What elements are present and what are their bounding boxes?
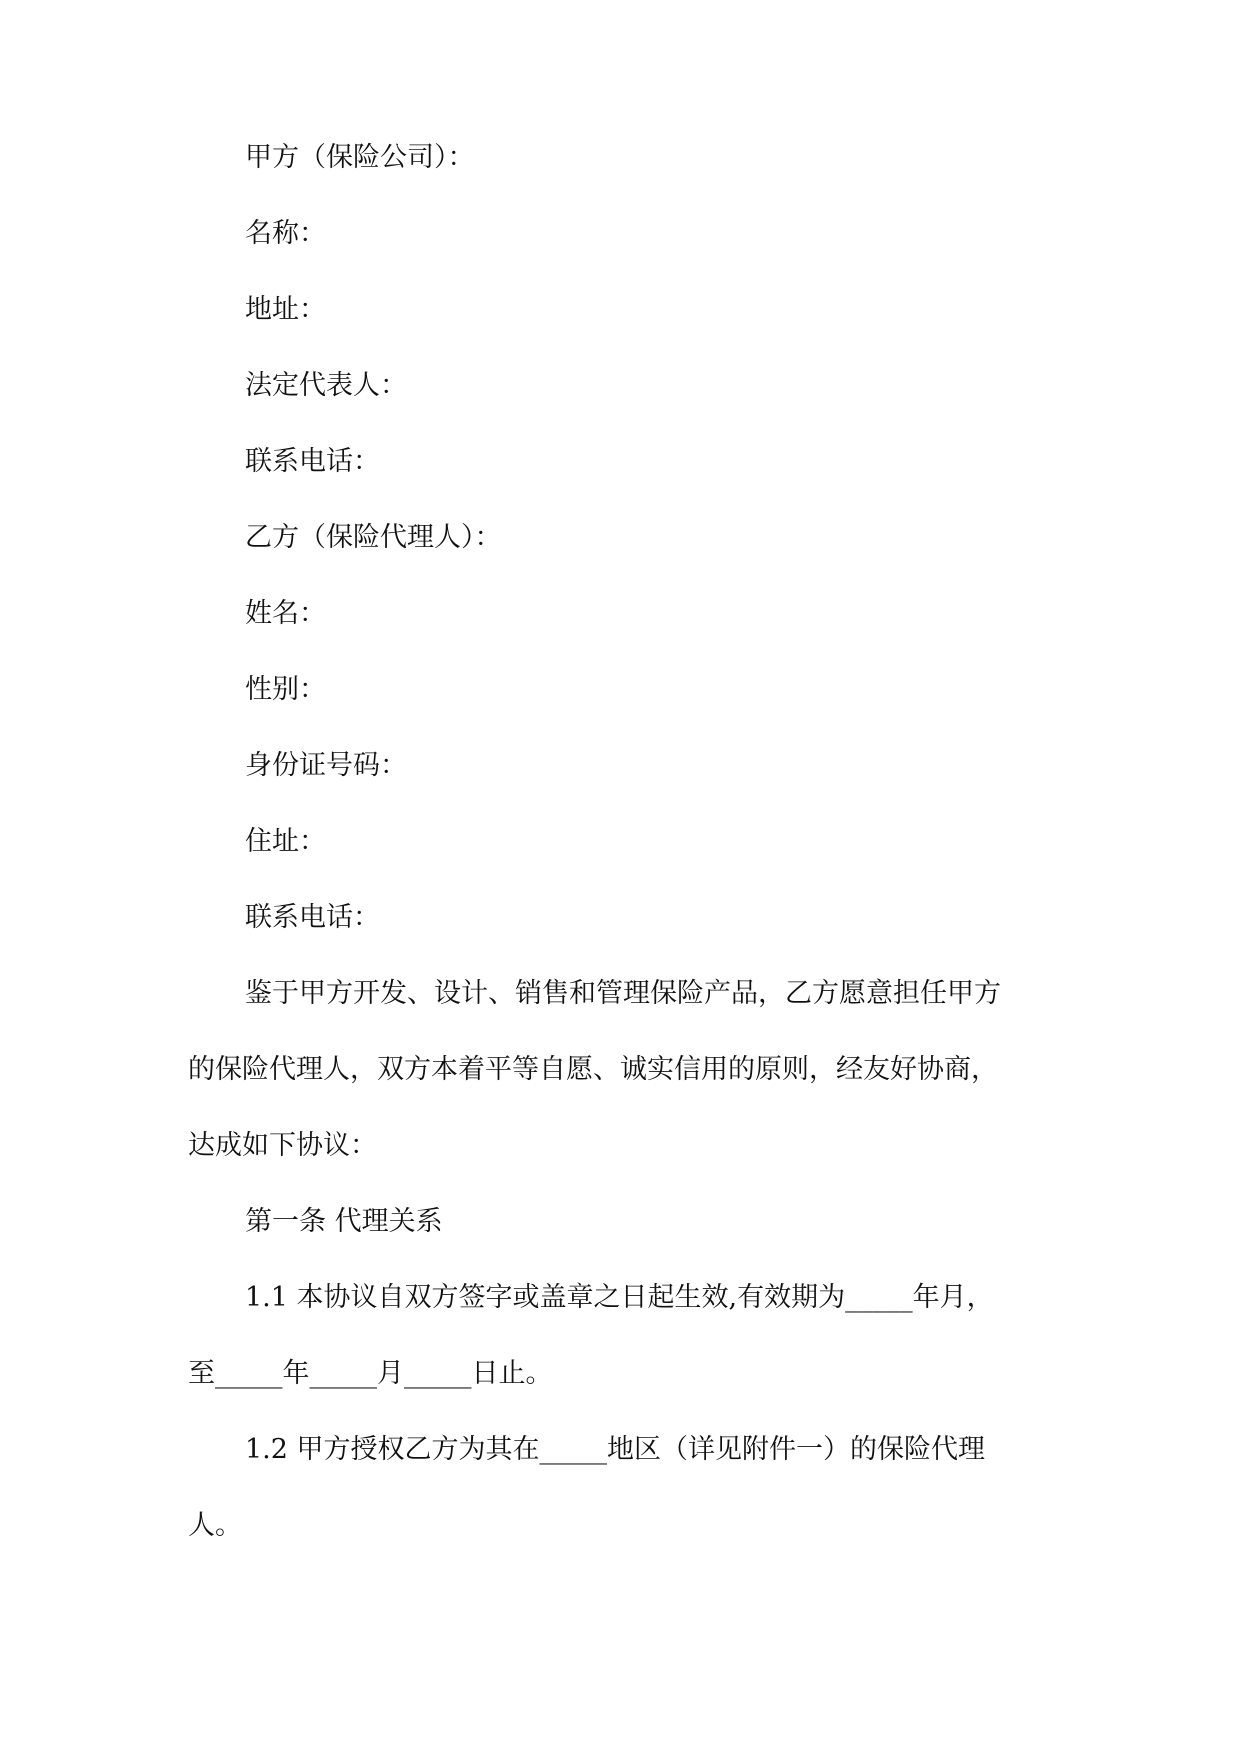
clause-1-1-line-2: 至_____年_____月_____日止。 — [188, 1358, 553, 1389]
party-b-name-label: 姓名： — [245, 598, 326, 629]
party-a-address-label: 地址： — [245, 294, 326, 325]
party-a-phone-label: 联系电话： — [245, 446, 380, 477]
party-b-gender-label: 性别： — [245, 674, 326, 705]
party-a-legal-rep-label: 法定代表人： — [245, 370, 407, 401]
contract-body — [188, 142, 1053, 1586]
clause-1-1-line-1: 1.1 本协议自双方签字或盖章之日起生效,有效期为_____年月， — [245, 1282, 994, 1313]
party-b-heading: 乙方（保险代理人）： — [245, 522, 502, 553]
party-a-name-label: 名称： — [245, 218, 326, 249]
party-b-id-label: 身份证号码： — [245, 750, 407, 781]
preamble-line-2: 的保险代理人，双方本着平等自愿、诚实信用的原则，经友好协商， — [188, 1054, 998, 1085]
clause-1-2-line-2: 人。 — [188, 1510, 242, 1541]
party-b-address-label: 住址： — [245, 826, 326, 857]
party-a-heading: 甲方（保险公司）： — [245, 142, 475, 173]
preamble-line-3: 达成如下协议： — [188, 1130, 377, 1161]
article-1-heading: 第一条 代理关系 — [245, 1206, 443, 1237]
party-b-phone-label: 联系电话： — [245, 902, 380, 933]
clause-1-2-line-1: 1.2 甲方授权乙方为其在_____地区（详见附件一）的保险代理 — [245, 1434, 986, 1465]
preamble-line-1: 鉴于甲方开发、设计、销售和管理保险产品，乙方愿意担任甲方 — [245, 978, 1001, 1009]
